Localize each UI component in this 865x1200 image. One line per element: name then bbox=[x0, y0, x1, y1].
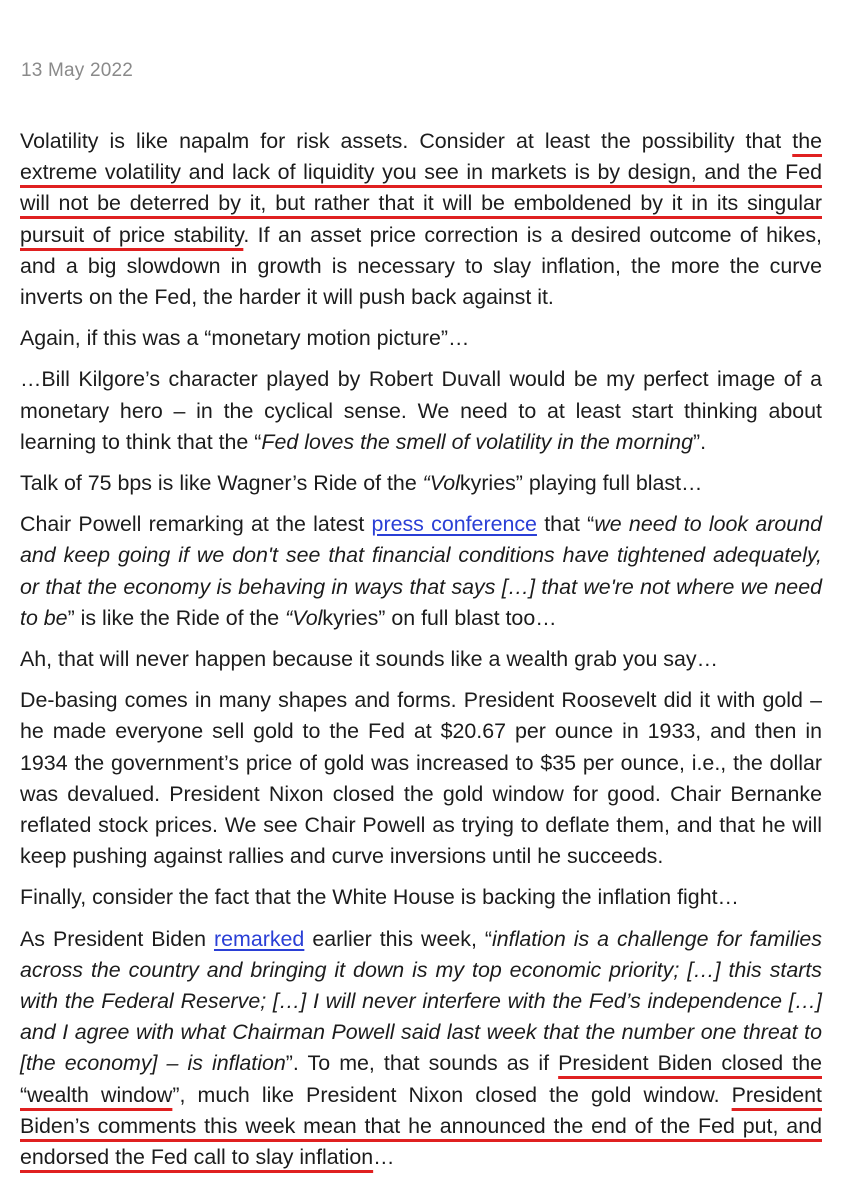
italic-text: “Vol bbox=[422, 471, 460, 496]
text-span: Talk of 75 bps is like Wagner’s Ride of the bbox=[20, 471, 423, 496]
remarked-link[interactable]: remarked bbox=[213, 926, 305, 951]
paragraph-white-house: Finally, consider the fact that the White House is backing the inflation fight… bbox=[20, 885, 739, 910]
text-span: ”. bbox=[692, 429, 707, 454]
italic-quote: we need to look around and keep going if we don't see that financial conditions have tightened adequately, or that the economy is behaving in ways that says […] that we're not where we need to be bbox=[20, 512, 822, 630]
text-span: ”. To me, that sounds as if bbox=[285, 1051, 559, 1076]
text-span: Chair Powell remarking at the latest bbox=[20, 512, 372, 537]
highlighted-text: the extreme volatility and lack of liquidity you see in markets is by design, and the Fed will not be deterred by it, but rather that it will be emboldened by it in its singular pursuit of price stability bbox=[20, 129, 822, 247]
text-span: …Bill Kilgore’s character played by Robert Duvall would be my perfect image of a monetary hero – in the cyclical sense. We need to at least start thinking about learning to think that the “ bbox=[20, 367, 822, 454]
italic-quote: inflation is a challenge for families across the country and bringing it down is my top economic priority; […] this starts with the Federal Reserve; […] I will never interfere with the Fed’s independence […] and I agree with what Chairman Powell said last week that the number one threat to [the economy] – is inflation bbox=[20, 926, 822, 1076]
paragraph-motion-picture: Again, if this was a “monetary motion picture”… bbox=[20, 326, 470, 351]
text-span: ” is like the Ride of the bbox=[67, 605, 286, 630]
paragraph-biden bbox=[20, 924, 822, 1174]
text-span: . If an asset price correction is a desired outcome of hikes, and a big slowdown in growth is necessary to slay inflation, the more the curve inverts on the Fed, the harder it will push back against it. bbox=[20, 222, 822, 310]
italic-text: “Vol bbox=[285, 605, 323, 630]
text-span: As President Biden bbox=[20, 926, 214, 951]
paragraph-volatility bbox=[20, 126, 822, 313]
text-span: kyries” on full blast too… bbox=[322, 605, 557, 630]
paragraph-kilgore bbox=[20, 364, 822, 458]
text-span: Volatility is like napalm for risk assets. Consider at least the possibility that bbox=[20, 129, 793, 153]
text-span: kyries” playing full blast… bbox=[459, 471, 703, 496]
press-conference-link[interactable]: press conference bbox=[371, 512, 537, 537]
highlighted-text: President Biden closed the “wealth window bbox=[20, 1051, 822, 1107]
paragraph-powell-remark bbox=[20, 509, 822, 634]
paragraph-debasing: De-basing comes in many shapes and forms. President Roosevelt did it with gold – he made everyone sell gold to the Fed at $20.67 per ounce in 1933, and then in 1934 the government’s price of gold was increased to $35 per ounce, i.e., the dollar was devalued. President Nixon closed the gold window for good. Chair Bernanke reflated stock prices. We see Chair Powell as trying to deflate them, and that he will keep pushing against rallies and curve inversions until he succeeds. bbox=[20, 688, 822, 869]
paragraph-wealth-grab: Ah, that will never happen because it sounds like a wealth grab you say… bbox=[20, 647, 718, 672]
highlighted-text: President Biden’s comments this week mean that he announced the end of the Fed put, and endorsed the Fed call to slay inflation bbox=[20, 1082, 822, 1170]
text-span: that “ bbox=[536, 512, 595, 537]
article-date: 13 May 2022 bbox=[21, 60, 134, 81]
text-span: earlier this week, “ bbox=[304, 926, 492, 951]
paragraph-wagner bbox=[20, 468, 822, 499]
text-span: ”, much like President Nixon closed the gold window. bbox=[172, 1082, 732, 1107]
italic-quote: Fed loves the smell of volatility in the morning bbox=[261, 429, 693, 454]
article-body bbox=[20, 126, 822, 1183]
text-span: … bbox=[373, 1145, 395, 1170]
